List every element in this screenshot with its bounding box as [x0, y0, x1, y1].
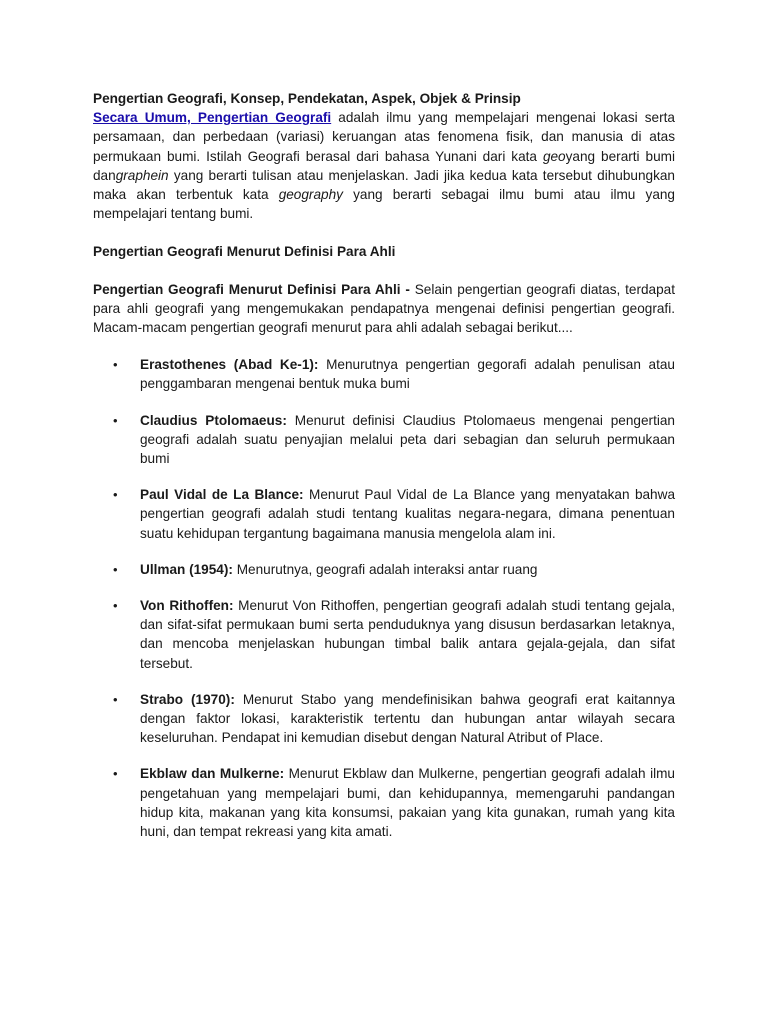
expert-name: Paul Vidal de La Blance:: [140, 487, 304, 503]
document-title: Pengertian Geografi, Konsep, Pendekatan, Aspek, Objek & Prinsip: [93, 91, 521, 106]
bullet-icon: •: [113, 691, 118, 707]
paragraph-text: yang berarti tulisan atau menjelaskan. Jadi jika kedua kata tersebut dihubungkan maka akan terbentuk kata: [93, 167, 675, 203]
intro-paragraph: [93, 108, 675, 223]
definition-text: Menurut Von Rithoffen, pengertian geografi adalah studi tentang gejala, dan sifat-sifat permukaan bumi serta penduduknya yang disusun berdasarkan letaknya, dan mencoba menjelaskan hubungan timbal balik antara gejala-gejala, dan sifat tersebut.: [140, 598, 675, 671]
bullet-icon: •: [113, 412, 118, 428]
definition-text: Menurut Ekblaw dan Mulkerne, pengertian geografi adalah ilmu pengetahuan yang mempelajari bumi, dan kehidupannya, memengaruhi pandangan hidup kita, makanan yang kita konsumsi, pakaian yang kita gunakan, rumah yang kita huni, dan tempat rekreasi yang kita amati.: [140, 766, 675, 840]
list-item: [93, 411, 675, 469]
bullet-icon: •: [113, 766, 118, 782]
expert-name: Ullman (1954):: [140, 561, 233, 577]
definition-text: Menurut Stabo yang mendefinisikan bahwa geografi erat kaitannya dengan faktor lokasi, karakteristik tertentu dan hubungan antar wilayah secara keseluruhan. Pendapat ini kemudian disebut dengan Natural Atribut of Place.: [140, 691, 676, 746]
list-item: [93, 690, 675, 748]
paragraph-text: adalah ilmu yang mempelajari mengenai lokasi serta persamaan, dan perbedaan (variasi) keruangan atas fenomena fisik, dan manusia di atas permukaan bumi. Istilah Geografi berasal dari bahasa Yunani dari kata: [93, 110, 675, 164]
expert-name: Claudius Ptolomaeus:: [140, 412, 287, 428]
definition-text: Menurut Paul Vidal de La Blance yang menyatakan bahwa pengertian geografi adalah studi tentang kualitas negara-negara, dimana penentuan suatu kehidupan tergantung bagaimana manusia mengelola alam ini.: [140, 487, 675, 541]
definition-text: Menurutnya pengertian gegorafi adalah penulisan atau penggambaran mengenai bentuk muka bumi: [140, 357, 675, 392]
list-item: [93, 560, 675, 579]
document-page: [93, 89, 675, 841]
definition-text: Menurut definisi Claudius Ptolomaeus mengenai pengertian geografi adalah suatu penyajian melalui peta dari sebagian dan seluruh permukaan bumi: [140, 412, 675, 467]
term-geography: geography: [278, 187, 343, 203]
list-item: [93, 764, 675, 841]
list-item: [93, 485, 675, 543]
definition-text: Menurutnya, geografi adalah interaksi antar ruang: [232, 561, 538, 577]
intro-bold-lead: Pengertian Geografi Menurut Definisi Para Ahli -: [93, 281, 415, 297]
paragraph-text: yang berarti bumi dan: [93, 148, 675, 183]
experts-intro-paragraph: [93, 280, 675, 338]
term-geo: geo: [542, 148, 566, 164]
definition-link[interactable]: Secara Umum, Pengertian Geografi: [93, 110, 332, 126]
definitions-list: [93, 355, 675, 841]
intro-text: Selain pengertian geografi diatas, terdapat para ahli geografi yang mengemukakan pendapatnya mengenai definisi pengertian geografi. Macam-macam pengertian geografi menurut para ahli adalah sebagai berikut....: [93, 281, 676, 336]
bullet-icon: •: [113, 598, 118, 614]
list-item: [93, 596, 675, 673]
bullet-icon: •: [113, 357, 118, 373]
expert-name: Strabo (1970):: [140, 691, 235, 707]
section-title: Pengertian Geografi Menurut Definisi Para Ahli: [93, 244, 396, 260]
bullet-icon: •: [113, 487, 118, 503]
expert-name: Von Rithoffen:: [140, 598, 234, 614]
list-item: [93, 355, 675, 393]
term-graphein: graphein: [115, 167, 169, 183]
paragraph-text: yang berarti sebagai ilmu bumi atau ilmu yang mempelajari tentang bumi.: [93, 187, 675, 222]
expert-name: Erastothenes (Abad Ke-1):: [140, 357, 319, 373]
bullet-icon: •: [113, 561, 118, 577]
expert-name: Ekblaw dan Mulkerne:: [140, 766, 285, 782]
